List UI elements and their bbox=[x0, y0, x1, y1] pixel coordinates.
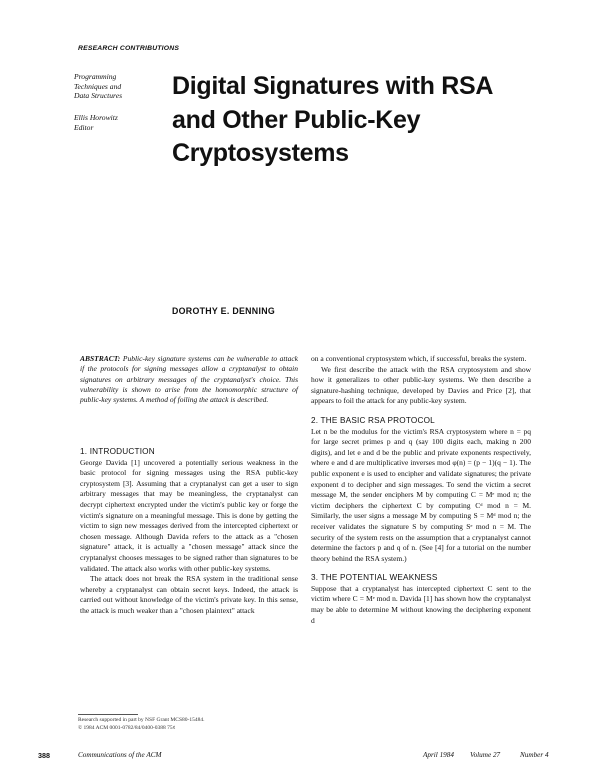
abstract-text: Public-key signature systems can be vulnerable to attack if the protocols for signing messages allow a cryptanalyst to obtain signatures on arbitrary messages of the cryptanalyst's choice. This vulnerability is shown to arise from the homomorphic structure of public-key systems. A method of foiling the attack is described. bbox=[80, 354, 298, 405]
abstract-label: ABSTRACT: bbox=[80, 354, 121, 363]
department-line: Techniques and bbox=[74, 81, 122, 91]
title-line: Cryptosystems bbox=[172, 139, 349, 167]
section-heading: 2. THE BASIC RSA PROTOCOL bbox=[311, 415, 435, 425]
section-heading: 1. INTRODUCTION bbox=[80, 447, 155, 456]
title-line: and Other Public-Key bbox=[172, 105, 421, 134]
author-name: DOROTHY E. DENNING bbox=[172, 306, 275, 316]
page-number: 388 bbox=[38, 751, 50, 760]
issue-number: Number 4 bbox=[520, 751, 549, 759]
department-label bbox=[74, 72, 154, 101]
section-header: RESEARCH CONTRIBUTIONS bbox=[78, 45, 180, 52]
title-line: Digital Signatures with RSA bbox=[172, 72, 494, 100]
paragraph: George Davida [1] uncovered a potentially serious weakness in the basic protocol for signing messages using the RSA public-key cryptosystem [3]. Assuming that a cryptanalyst can get a user to sign arbitrary messages that may be meaningless, the cryptanalyst can decrypt ciphertext encrypted under the victim's public key or forge the victim's signature on a meaningful message. This is done by getting the victim to sign new messages derived from the intercepted ciphertext or chosen message. Although Davida refers to the attack as a "chosen signature" attack, it is actually a "chosen message" attack since the cryptanalyst chooses messages to be signed rather than signatures to be validated. The attack also works with other public-key systems. bbox=[80, 457, 298, 573]
paragraph: The attack does not break the RSA system in the traditional sense whereby a cryptanalyst can obtain secret keys. Indeed, the attack is carried out without knowledge of the victim's private key. In this sense, the attack is much weaker than a "chosen plaintext" attack bbox=[80, 574, 298, 615]
right-column bbox=[311, 354, 531, 626]
journal-name: Communications of the ACM bbox=[78, 751, 162, 759]
section-heading: 3. THE POTENTIAL WEAKNESS bbox=[311, 573, 438, 583]
department-line: Programming bbox=[74, 72, 117, 81]
editor-name: Ellis Horowitz bbox=[74, 113, 118, 122]
issue-date: April 1984 bbox=[423, 751, 454, 759]
editor-credit bbox=[74, 113, 154, 132]
article-title bbox=[172, 70, 512, 171]
footnotes bbox=[78, 717, 298, 732]
footnote-line: Research supported in part by NSF Grant MCS80-15484. bbox=[78, 717, 205, 723]
paragraph: We first describe the attack with the RSA cryptosystem and show how it generalizes to other public-key systems. We then describe a signature-hashing technique, developed by Davies and Price [2], that appears to foil the attack for any public-key system. bbox=[311, 364, 531, 406]
paragraph: Let n be the modulus for the victim's RSA cryptosystem where n = pq for large secret primes p and q (say 100 digits each, making n 200 digits), and let e and d be the public and private exponents respectively, where e and d are multiplicative inverses mod φ(n) = (p − 1)(q − 1). The public exponent e is used to encipher and validate signatures; the private exponent d to decipher and sign messages. To send the victim a secret message M, the sender enciphers M by computing C = Mᵉ mod n; the victim deciphers the ciphertext C by computing Cᵈ mod n = M. Similarly, the user signs a message M by computing S = Mᵈ mod n; the receiver validates the signature S by computing Sᵉ mod n = M. The security of the system rests on the assumption that a cryptanalyst cannot determine the factors p and q of n. (See [4] for a tutorial on the number theory behind the RSA system.) bbox=[311, 426, 531, 563]
editor-role: Editor bbox=[74, 122, 94, 132]
footnote-line: © 1984 ACM 0001-0782/84/0400-0388 75¢ bbox=[78, 724, 176, 731]
issue-volume: Volume 27 bbox=[470, 751, 501, 759]
paragraph: on a conventional cryptosystem which, if successful, breaks the system. bbox=[311, 354, 527, 363]
abstract bbox=[80, 354, 298, 405]
department-line: Data Structures bbox=[74, 91, 123, 100]
left-column bbox=[80, 447, 298, 617]
footnote-rule bbox=[78, 714, 138, 715]
paragraph: Suppose that a cryptanalyst has intercepted ciphertext C sent to the victim where C = Mᵉ mod n. Davida [1] has shown how the cryptanalyst may be able to determine M without knowing the deciphering exponent d bbox=[311, 583, 531, 625]
